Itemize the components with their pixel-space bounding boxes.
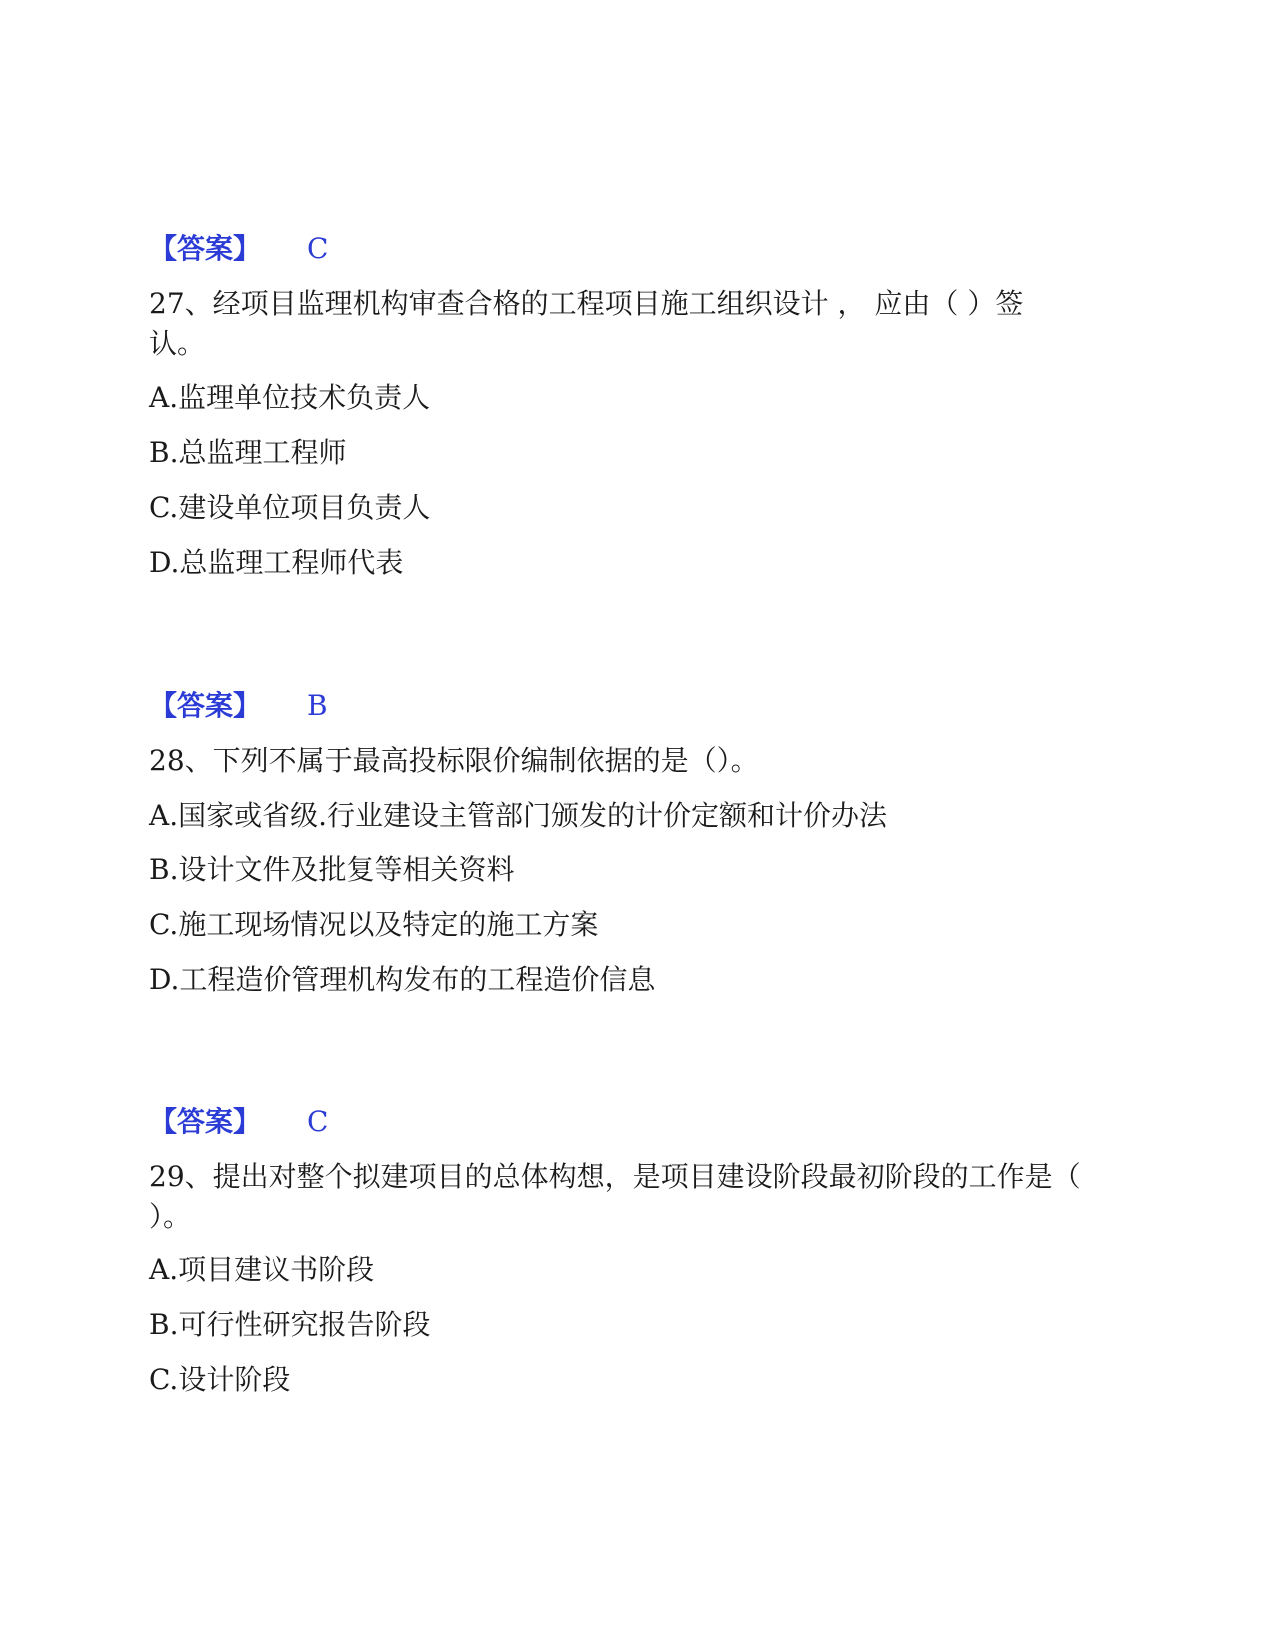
question-29-line1: 29、提出对整个拟建项目的总体构想，是项目建设阶段最初阶段的工作是（: [149, 1160, 1081, 1193]
question-29-option-c: C.设计阶段: [149, 1363, 291, 1396]
question-28-option-d: D.工程造价管理机构发布的工程造价信息: [149, 963, 656, 996]
question-28-option-a: A.国家或省级.行业建设主管部门颁发的计价定额和计价办法: [149, 799, 888, 832]
question-28-option-c: C.施工现场情况以及特定的施工方案: [149, 908, 599, 941]
question-27-option-a: A.监理单位技术负责人: [149, 381, 431, 414]
answer-line: [149, 686, 328, 726]
question-27-line1: 27、经项目监理机构审查合格的工程项目施工组织设计 ， 应由（ ）签: [149, 287, 1024, 320]
question-27-option-d: D.总监理工程师代表: [149, 546, 404, 579]
answer-label: 【答案】: [149, 232, 262, 265]
answer-line: [149, 229, 329, 269]
answer-value: C: [307, 232, 329, 265]
answer-value: B: [307, 689, 328, 722]
answer-label: 【答案】: [149, 689, 262, 722]
question-29-line2: ）。: [149, 1200, 192, 1233]
question-28-option-b: B.设计文件及批复等相关资料: [149, 853, 515, 886]
question-28-line1: 28、下列不属于最高投标限价编制依据的是（）。: [149, 744, 759, 777]
question-27-option-b: B.总监理工程师: [149, 436, 347, 469]
question-27-line2: 认。: [149, 327, 206, 360]
answer-value: C: [307, 1105, 329, 1138]
question-27-option-c: C.建设单位项目负责人: [149, 491, 431, 524]
answer-label: 【答案】: [149, 1105, 262, 1138]
answer-line: [149, 1102, 329, 1142]
question-29-option-a: A.项目建议书阶段: [149, 1253, 375, 1286]
question-29-option-b: B.可行性研究报告阶段: [149, 1308, 431, 1341]
